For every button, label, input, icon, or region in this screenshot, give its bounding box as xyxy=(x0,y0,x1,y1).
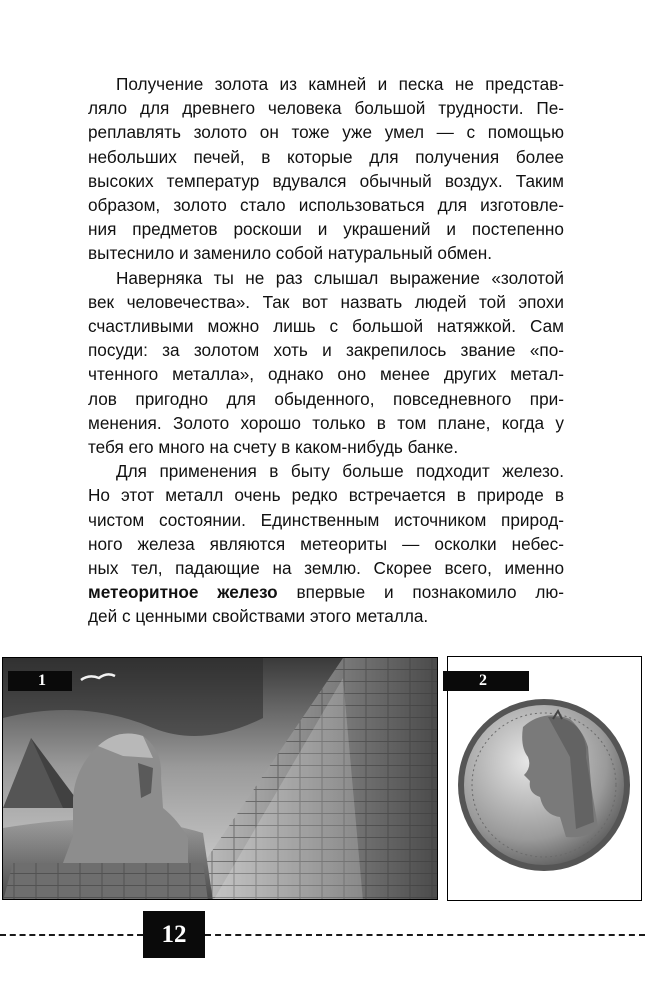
text-line xyxy=(88,580,564,604)
text-line: Наверняка ты не раз слышал выражение «золотой xyxy=(116,267,564,288)
text-line: Но этот металл очень редко встречается в природе в xyxy=(88,485,564,506)
text-line: посуди: за золотом хоть и закрепилось звание «по- xyxy=(88,340,564,361)
bold-term: метеоритное железо xyxy=(88,582,278,603)
coin-photo xyxy=(447,656,642,901)
sphinx-pyramid-illustration xyxy=(3,658,438,900)
text-line: тебя его много на счету в каком-нибудь банке. xyxy=(88,437,459,458)
text-line: реплавлять золото он тоже уже умел — с помощью xyxy=(88,122,564,143)
text-line: образом, золото стало использоваться для изготовле- xyxy=(88,195,564,216)
text-fragment: впервые и познакомило лю- xyxy=(277,582,564,603)
text-line: лов пригодно для обыденного, повседневного при- xyxy=(88,388,564,409)
text-line: ляло для древнего человека большой трудности. Пе- xyxy=(88,98,564,119)
text-line: ных тел, падающие на землю. Скорее всего, именно xyxy=(88,558,564,579)
text-line: вытеснило и заменило собой натуральный обмен. xyxy=(88,243,493,264)
text-line: небольших печей, в которые для получения более xyxy=(88,146,564,167)
text-line: счастливыми можно лишь с большой натяжкой. Сам xyxy=(88,316,564,337)
text-line: Для применения в быту больше подходит железо. xyxy=(116,461,564,482)
text-line: высоких температур вдувался обычный воздух. Таким xyxy=(88,170,564,191)
text-line: менения. Золото хорошо только в том плане, когда у xyxy=(88,412,564,433)
body-text xyxy=(88,72,564,629)
footer-dotted-line-right xyxy=(205,934,645,936)
text-line: век человечества». Так вот назвать людей той эпохи xyxy=(88,291,564,312)
figure-label-1: 1 xyxy=(8,671,72,691)
text-line: Получение золота из камней и песка не представ- xyxy=(116,74,564,94)
text-line: чтенного металла», однако оно менее других метал- xyxy=(88,364,564,385)
sphinx-pyramid-photo xyxy=(2,657,438,900)
page-number: 12 xyxy=(143,911,205,958)
coin-illustration xyxy=(448,657,642,901)
text-line: дей с ценными свойствами этого металла. xyxy=(88,606,429,627)
text-line: ного железа являются метеориты — осколки небес- xyxy=(88,533,564,554)
text-line: чистом состоянии. Единственным источником природ- xyxy=(88,509,564,530)
text-line: ния предметов роскоши и украшений и постепенно xyxy=(88,219,564,240)
figure-label-2: 2 xyxy=(443,671,529,691)
footer-dotted-line-left xyxy=(0,934,143,936)
